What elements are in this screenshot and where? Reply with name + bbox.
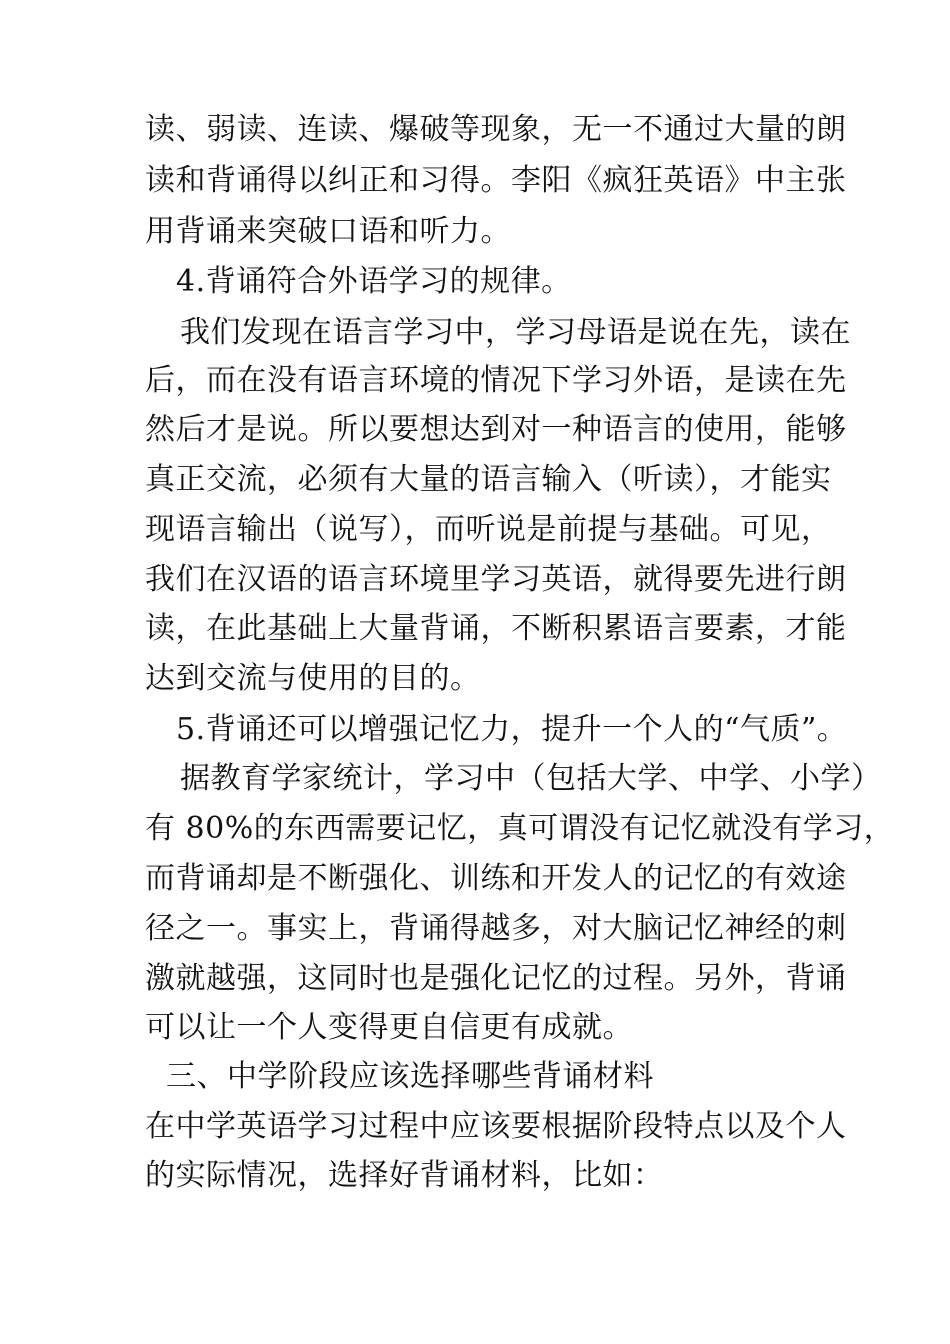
text-line: 后，而在没有语言环境的情况下学习外语，是读在先 — [145, 363, 847, 398]
section-heading: 5.背诵还可以增强记忆力，提升一个人的“气质”。 — [176, 712, 848, 747]
text-line: 据教育学家统计，学习中（包括大学、中学、小学） — [180, 761, 882, 796]
text-line: 我们发现在语言学习中，学习母语是说在先，读在 — [180, 315, 851, 350]
text-line: 真正交流，必须有大量的语言输入（听读），才能实 — [145, 462, 832, 497]
text-line: 达到交流与使用的目的。 — [145, 661, 481, 696]
text-line: 有 80%的东西需要记忆，真可谓没有记忆就没有学习， — [145, 811, 895, 846]
text-line: 用背诵来突破口语和听力。 — [145, 214, 511, 249]
text-line: 在中学英语学习过程中应该要根据阶段特点以及个人 — [145, 1109, 847, 1144]
section-heading: 三、中学阶段应该选择哪些背诵材料 — [166, 1059, 654, 1094]
text-line: 读和背诵得以纠正和习得。李阳《疯狂英语》中主张 — [145, 163, 847, 198]
text-line: 而背诵却是不断强化、训练和开发人的记忆的有效途 — [145, 861, 847, 896]
text-line: 的实际情况，选择好背诵材料，比如： — [145, 1158, 664, 1193]
text-line: 可以让一个人变得更自信更有成就。 — [145, 1010, 633, 1045]
text-line: 读、弱读、连读、爆破等现象，无一不通过大量的朗 — [145, 112, 847, 147]
text-line: 然后才是说。所以要想达到对一种语言的使用，能够 — [145, 412, 847, 447]
text-line: 现语言输出（说写），而听说是前提与基础。可见， — [145, 512, 832, 547]
text-line: 读，在此基础上大量背诵，不断积累语言要素，才能 — [145, 611, 847, 646]
text-line: 我们在汉语的语言环境里学习英语，就得要先进行朗 — [145, 562, 847, 597]
text-line: 径之一。事实上，背诵得越多，对大脑记忆神经的刺 — [145, 911, 847, 946]
text-line: 激就越强，这同时也是强化记忆的过程。另外，背诵 — [145, 961, 847, 996]
section-heading: 4.背诵符合外语学习的规律。 — [176, 264, 572, 299]
